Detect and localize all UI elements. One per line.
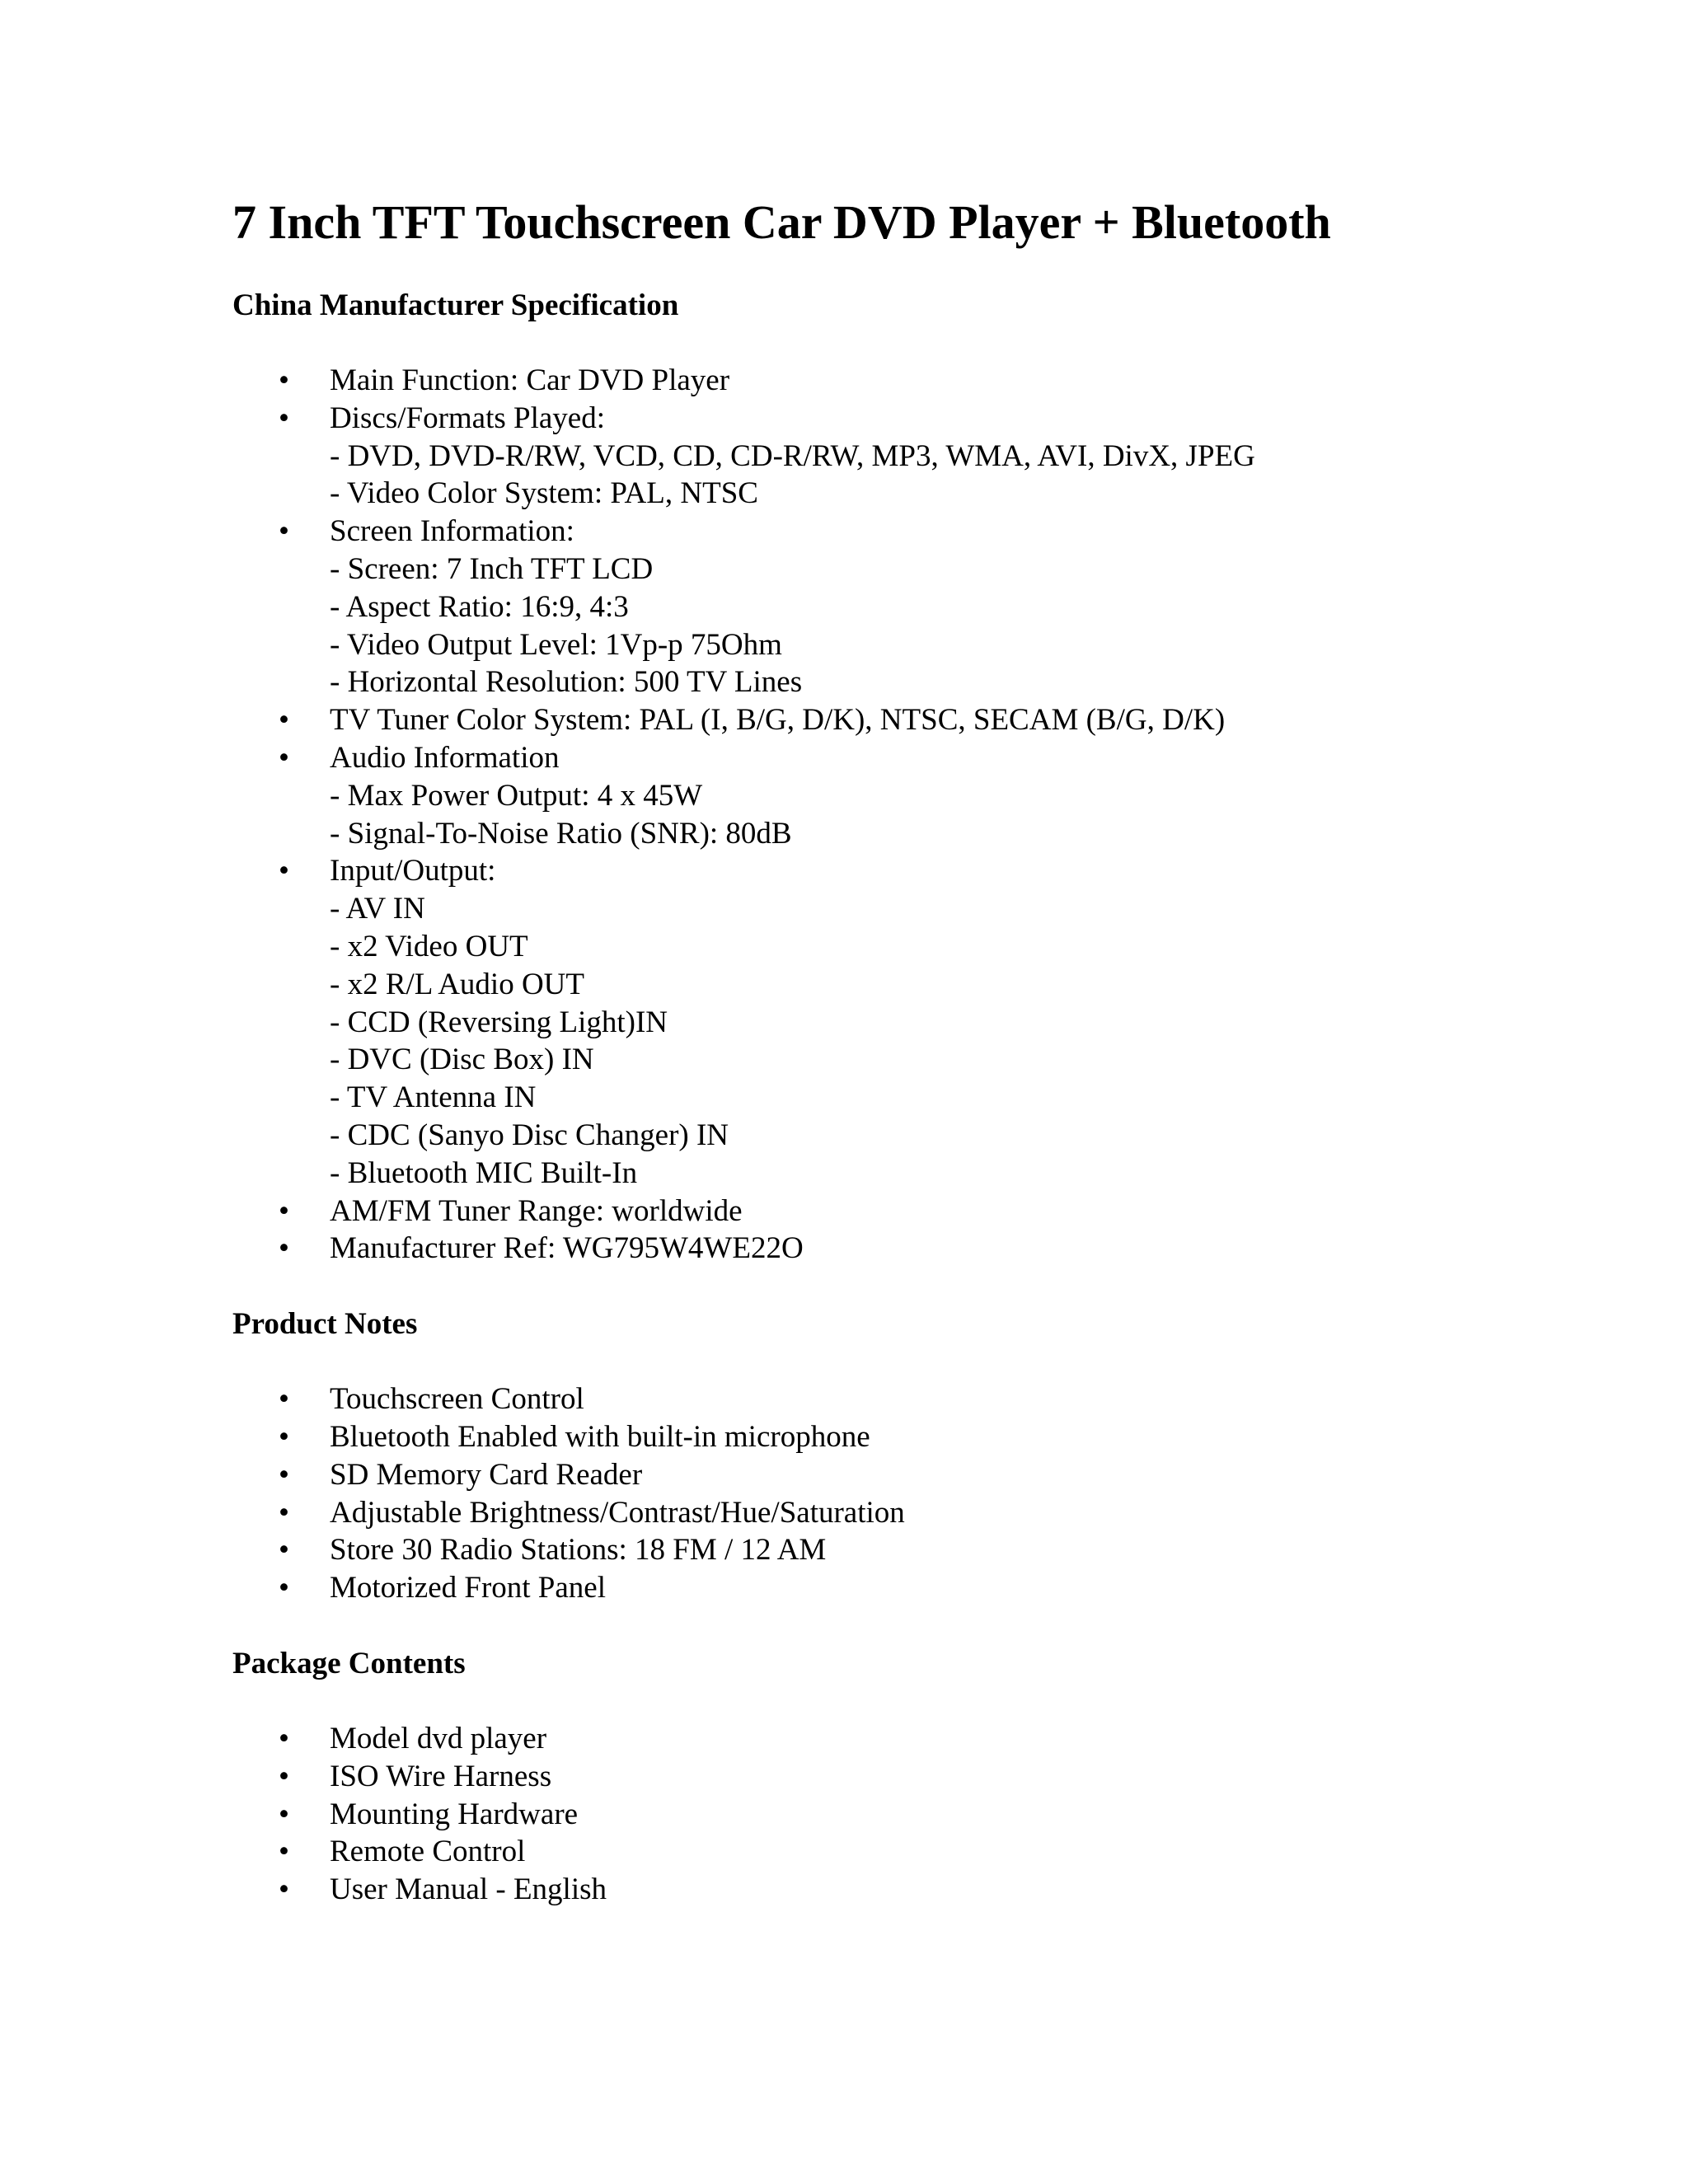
list-item <box>232 1569 1469 1607</box>
list-item-text: Bluetooth Enabled with built-in microphone <box>330 1419 870 1454</box>
list-sub-item: - x2 R/L Audio OUT <box>330 967 585 1001</box>
document-title: 7 Inch TFT Touchscreen Car DVD Player + Bluetooth <box>232 195 1331 249</box>
list-item-text: SD Memory Card Reader <box>330 1457 643 1492</box>
list-item-text: TV Tuner Color System: PAL (I, B/G, D/K), NTSC, SECAM (B/G, D/K) <box>330 703 1226 738</box>
list-item <box>232 1871 1469 1909</box>
notes-list <box>232 1380 1469 1607</box>
bullet-icon: • <box>279 1533 289 1568</box>
list-sub-item: - Screen: 7 Inch TFT LCD <box>330 551 654 586</box>
package-list <box>232 1720 1469 1909</box>
list-item <box>232 1796 1469 1834</box>
list-item <box>232 1418 1469 1456</box>
section-specification <box>232 287 1469 1268</box>
list-item-text: Main Function: Car DVD Player <box>330 363 730 397</box>
list-sub-item: - Max Power Output: 4 x 45W <box>330 778 703 813</box>
bullet-icon: • <box>279 703 289 738</box>
list-item <box>232 1720 1469 1758</box>
section-package-contents <box>232 1645 1469 1909</box>
list-item <box>232 362 1469 400</box>
bullet-icon: • <box>279 854 289 888</box>
bullet-icon: • <box>279 1382 289 1417</box>
list-item-text: Screen Information: <box>330 514 574 549</box>
list-item-text: Audio Information <box>330 740 560 775</box>
spec-list <box>232 362 1469 1268</box>
section-heading-product-notes: Product Notes <box>232 1307 418 1342</box>
document-page <box>232 191 1469 1909</box>
bullet-icon: • <box>279 1721 289 1755</box>
section-heading-specification: China Manufacturer Specification <box>232 288 679 322</box>
bullet-icon: • <box>279 1231 289 1266</box>
list-sub-item: - Bluetooth MIC Built-In <box>330 1155 638 1190</box>
list-item-text: Store 30 Radio Stations: 18 FM / 12 AM <box>330 1533 827 1568</box>
bullet-icon: • <box>279 1419 289 1454</box>
list-item-text: Input/Output: <box>330 854 496 888</box>
list-item-text: Manufacturer Ref: WG795W4WE22O <box>330 1231 804 1266</box>
bullet-icon: • <box>279 1193 289 1228</box>
list-sub-item: - TV Antenna IN <box>330 1080 537 1115</box>
bullet-icon: • <box>279 401 289 435</box>
list-item-text: Remote Control <box>330 1835 526 1869</box>
list-item-text: Adjustable Brightness/Contrast/Hue/Saturation <box>330 1495 905 1530</box>
list-item-text: Discs/Formats Played: <box>330 401 606 435</box>
bullet-icon: • <box>279 1457 289 1492</box>
list-item-text: ISO Wire Harness <box>330 1759 552 1793</box>
list-item <box>232 701 1469 739</box>
list-item <box>232 1833 1469 1871</box>
list-item-text: Touchscreen Control <box>330 1382 584 1417</box>
list-item <box>232 1531 1469 1569</box>
list-sub-item: - Video Output Level: 1Vp-p 75Ohm <box>330 627 782 662</box>
list-item <box>232 739 1469 852</box>
list-sub-item: - Signal-To-Noise Ratio (SNR): 80dB <box>330 816 792 851</box>
list-item-text: AM/FM Tuner Range: worldwide <box>330 1193 743 1228</box>
list-sub-item: - DVC (Disc Box) IN <box>330 1043 594 1077</box>
bullet-icon: • <box>279 1759 289 1793</box>
list-sub-item: - x2 Video OUT <box>330 929 528 963</box>
list-sub-item: - Aspect Ratio: 16:9, 4:3 <box>330 589 629 624</box>
list-sub-item: - AV IN <box>330 892 425 926</box>
bullet-icon: • <box>279 514 289 549</box>
bullet-icon: • <box>279 1835 289 1869</box>
list-item <box>232 513 1469 701</box>
section-heading-package-contents: Package Contents <box>232 1646 466 1680</box>
list-sub-item: - CDC (Sanyo Disc Changer) IN <box>330 1118 729 1152</box>
list-sub-item: - Horizontal Resolution: 500 TV Lines <box>330 665 803 700</box>
list-sub-item: - Video Color System: PAL, NTSC <box>330 476 758 511</box>
list-item-text: Model dvd player <box>330 1721 547 1755</box>
bullet-icon: • <box>279 1872 289 1907</box>
list-item <box>232 1193 1469 1230</box>
list-item <box>232 1456 1469 1494</box>
list-item-text: User Manual - English <box>330 1872 607 1907</box>
list-item <box>232 400 1469 513</box>
list-item <box>232 1230 1469 1268</box>
list-item <box>232 1494 1469 1532</box>
bullet-icon: • <box>279 1495 289 1530</box>
list-item-text: Mounting Hardware <box>330 1797 579 1831</box>
bullet-icon: • <box>279 363 289 397</box>
list-item <box>232 1758 1469 1796</box>
section-product-notes <box>232 1305 1469 1607</box>
list-item <box>232 1380 1469 1418</box>
list-sub-item: - CCD (Reversing Light)IN <box>330 1005 668 1039</box>
bullet-icon: • <box>279 740 289 775</box>
bullet-icon: • <box>279 1571 289 1605</box>
list-item-text: Motorized Front Panel <box>330 1571 607 1605</box>
list-sub-item: - DVD, DVD-R/RW, VCD, CD, CD-R/RW, MP3, WMA, AVI, DivX, JPEG <box>330 438 1255 473</box>
bullet-icon: • <box>279 1797 289 1831</box>
list-item <box>232 852 1469 1192</box>
